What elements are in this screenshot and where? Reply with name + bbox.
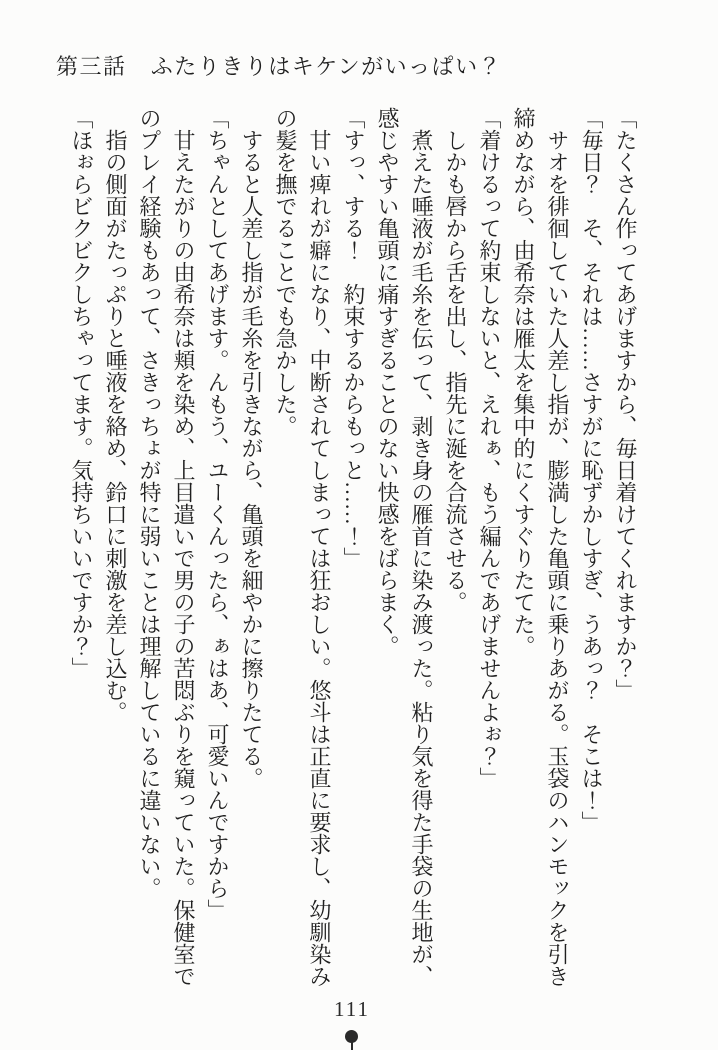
text-line: 「すっ、する！ 約束するからもっと……！」 [341, 107, 366, 569]
chapter-title: ふたりきりはキケンがいっぱい？ [150, 54, 503, 79]
text-line: の髪を撫でることでも急かした。 [273, 107, 298, 437]
text-line: サオを徘徊していた人差し指が、膨満した亀頭に乗りあがる。玉袋のハンモックを引き [545, 129, 570, 987]
text-line: しかも唇から舌を出し、指先に涎を合流させる。 [443, 129, 468, 613]
chapter-header [56, 50, 502, 81]
text-line: 「着けるって約束しないと、えれぁ、もう編んであげませんよぉ？」 [477, 107, 502, 789]
ornament-stem [351, 1042, 353, 1050]
page-end-ornament-icon [345, 1030, 359, 1050]
text-line: 締めながら、由希奈は雁太を集中的にくすぐりたてた。 [511, 107, 536, 657]
text-line: 「毎日？ そ、それは……さすがに恥ずかしすぎ、うあっ？ そこは！」 [579, 107, 604, 833]
text-line: 指の側面がたっぷりと唾液を絡め、鈴口に刺激を差し込む。 [103, 129, 128, 723]
text-line: 感じやすい亀頭に痛すぎることのない快感をばらまく。 [375, 107, 400, 657]
text-line: のプレイ経験もあって、さきっちょが特に弱いことは理解しているに違いない。 [137, 107, 162, 899]
text-line: 甘い痺れが癖になり、中断されてしまっては狂おしい。悠斗は正直に要求し、幼馴染み [307, 129, 332, 987]
body-text-block [62, 107, 642, 993]
page-number: 111 [334, 997, 370, 1021]
text-line: 「ほぉらビクビクしちゃってます。気持ちいいですか？」 [69, 107, 94, 679]
chapter-label: 第三話 [56, 54, 127, 79]
text-line: 煮えた唾液が毛糸を伝って、剥き身の雁首に染み渡った。粘り気を得た手袋の生地が、 [409, 129, 434, 987]
text-line: 甘えたがりの由希奈は頬を染め、上目遣いで男の子の苦悶ぶりを窺っていた。保健室で [171, 129, 196, 987]
text-line: 「ちゃんとしてあげます。んもう、ユーくんったら、ぁはあ、可愛いんですから」 [205, 107, 230, 921]
text-line: 「たくさん作ってあげますから、毎日着けてくれますか？」 [613, 107, 638, 701]
text-line: すると人差し指が毛糸を引きながら、亀頭を細やかに擦りたてる。 [239, 129, 264, 789]
